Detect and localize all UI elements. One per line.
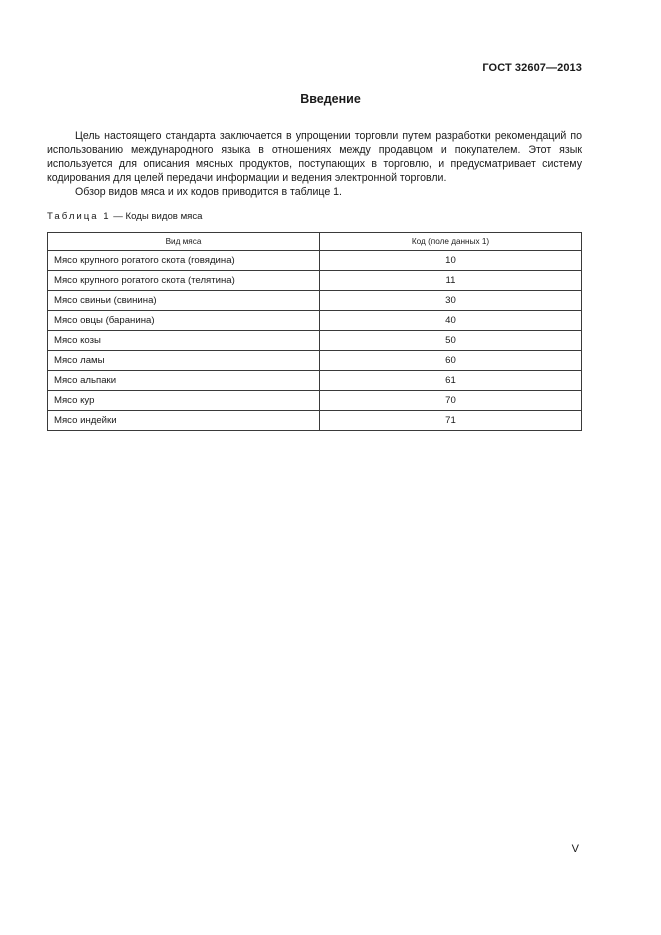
table-row [48, 271, 582, 291]
table-caption [47, 211, 203, 222]
table-row [48, 311, 582, 331]
section-title: Введение [300, 92, 361, 106]
table-row [48, 251, 582, 271]
meat-code-cell: 71 [320, 411, 582, 431]
meat-type-cell: Мясо ламы [48, 351, 320, 371]
table-row [48, 291, 582, 311]
meat-type-cell: Мясо овцы (баранина) [48, 311, 320, 331]
table-header-row [48, 233, 582, 251]
table-row [48, 371, 582, 391]
page-number: V [571, 843, 579, 855]
table-row [48, 411, 582, 431]
meat-type-cell: Мясо индейки [48, 411, 320, 431]
meat-type-cell: Мясо крупного рогатого скота (говядина) [48, 251, 320, 271]
table-caption-text: — Коды видов мяса [110, 211, 203, 222]
table-row [48, 331, 582, 351]
meat-code-cell: 50 [320, 331, 582, 351]
intro-paragraph: Обзор видов мяса и их кодов приводится в таблице 1. [75, 186, 342, 198]
meat-type-cell: Мясо свиньи (свинина) [48, 291, 320, 311]
intro-text [47, 129, 582, 199]
meat-code-cell: 70 [320, 391, 582, 411]
meat-code-cell: 30 [320, 291, 582, 311]
table-row [48, 391, 582, 411]
meat-type-cell: Мясо крупного рогатого скота (телятина) [48, 271, 320, 291]
meat-type-cell: Мясо кур [48, 391, 320, 411]
column-header-meat-type: Вид мяса [48, 233, 320, 251]
column-header-code: Код (поле данных 1) [320, 233, 582, 251]
meat-type-cell: Мясо козы [48, 331, 320, 351]
meat-codes-table [47, 232, 582, 431]
meat-code-cell: 10 [320, 251, 582, 271]
meat-code-cell: 60 [320, 351, 582, 371]
meat-code-cell: 40 [320, 311, 582, 331]
meat-code-cell: 61 [320, 371, 582, 391]
table-caption-label: Таблица 1 [47, 211, 111, 222]
intro-paragraph: Цель настоящего стандарта заключается в упрощении торговли путем разработки рекомендаций по использованию международного языка в отношениях между продавцом и покупателем. Этот язык используется для описания мясных продуктов, поступающих в торговлю, и предусматривает систему кодирования для целей передачи информации и ведения электронной торговли. [47, 130, 582, 184]
meat-code-cell: 11 [320, 271, 582, 291]
meat-type-cell: Мясо альпаки [48, 371, 320, 391]
document-id: ГОСТ 32607—2013 [482, 62, 582, 74]
table-row [48, 351, 582, 371]
